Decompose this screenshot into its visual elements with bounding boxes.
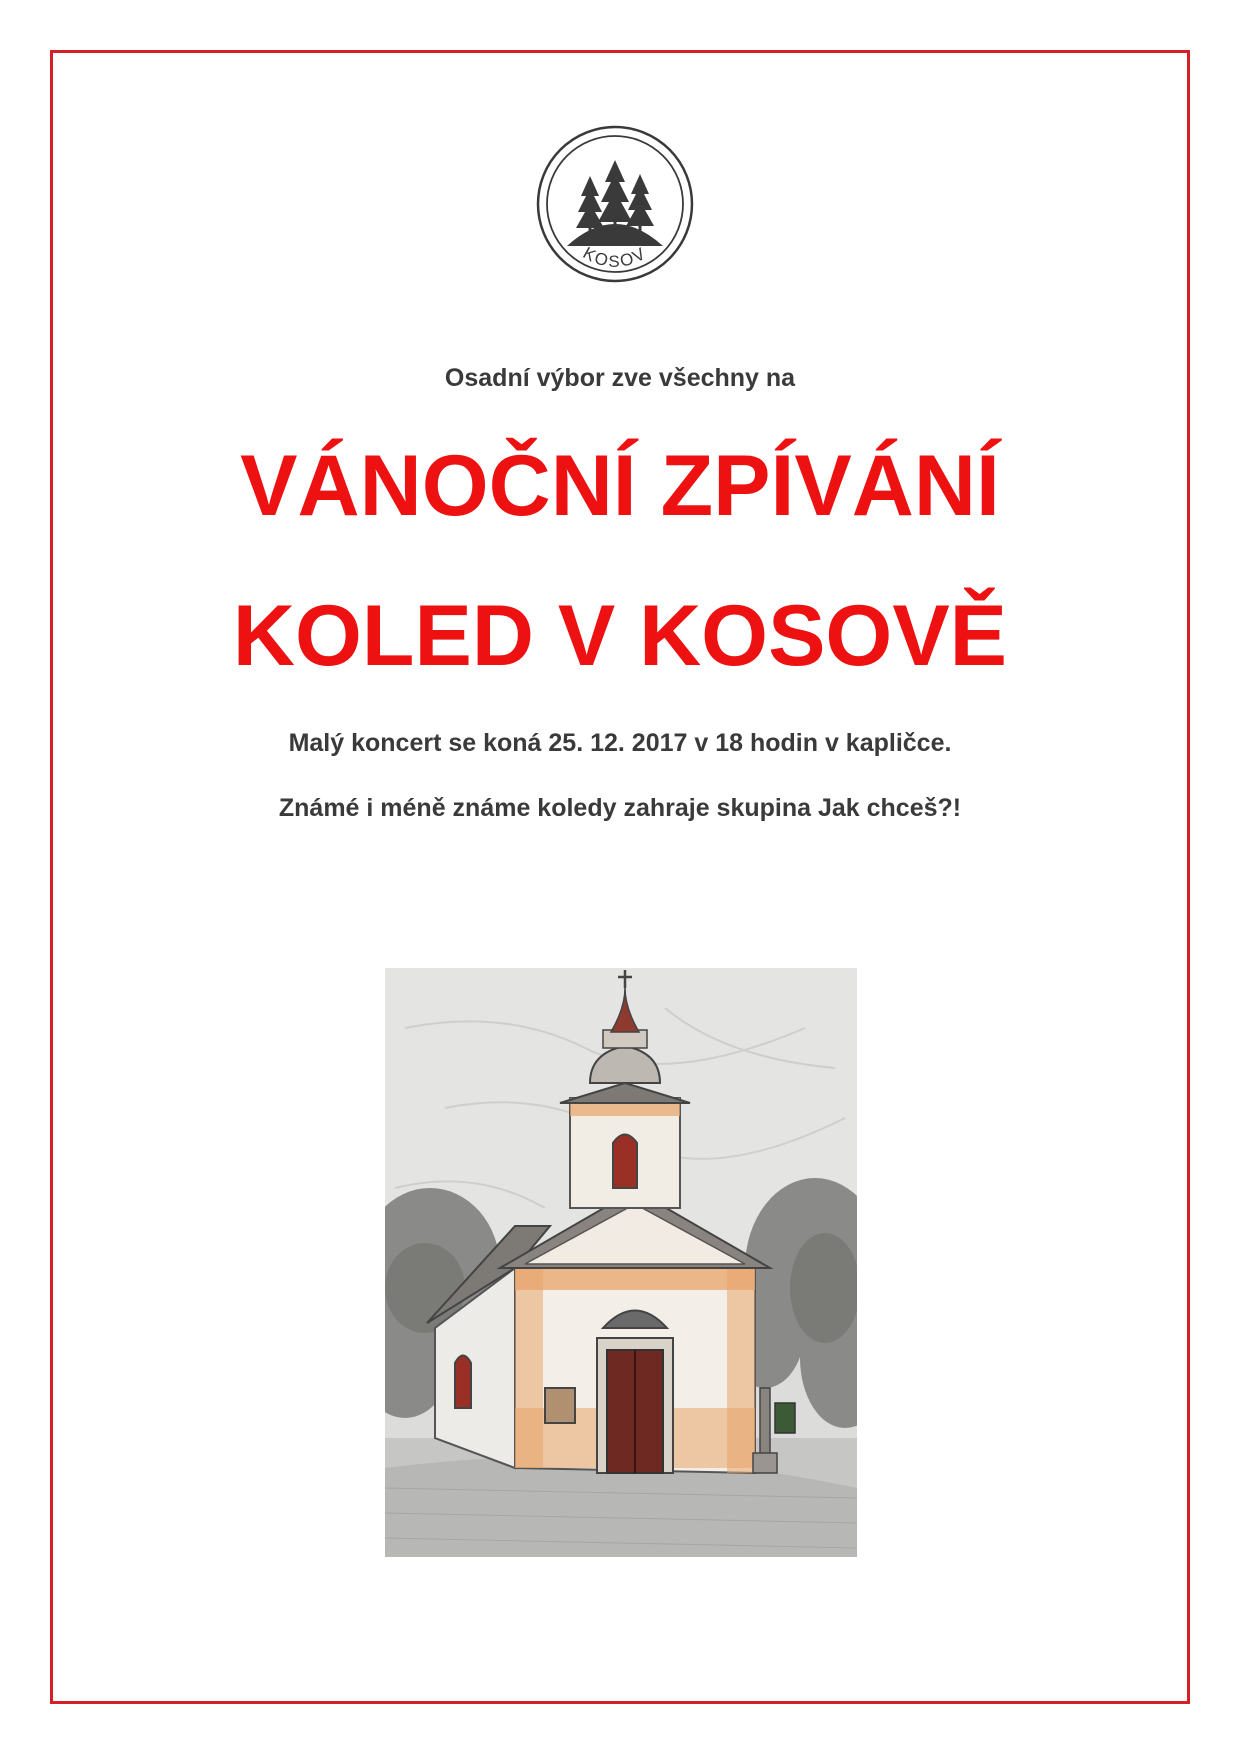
event-title-line-1: VÁNOČNÍ ZPÍVÁNÍ bbox=[240, 438, 1000, 534]
kosov-logo bbox=[535, 124, 695, 284]
chapel-illustration bbox=[385, 968, 857, 1557]
concert-details: Malý koncert se koná 25. 12. 2017 v 18 hodin v kapličce. bbox=[288, 729, 952, 757]
band-details: Známé i méně známe koledy zahraje skupina Jak chceš?! bbox=[278, 794, 962, 822]
logo-text: KOSOV bbox=[579, 243, 651, 271]
intro-text: Osadní výbor zve všechny na bbox=[444, 364, 796, 392]
event-title-line-2: KOLED V KOSOVĚ bbox=[232, 588, 1008, 684]
